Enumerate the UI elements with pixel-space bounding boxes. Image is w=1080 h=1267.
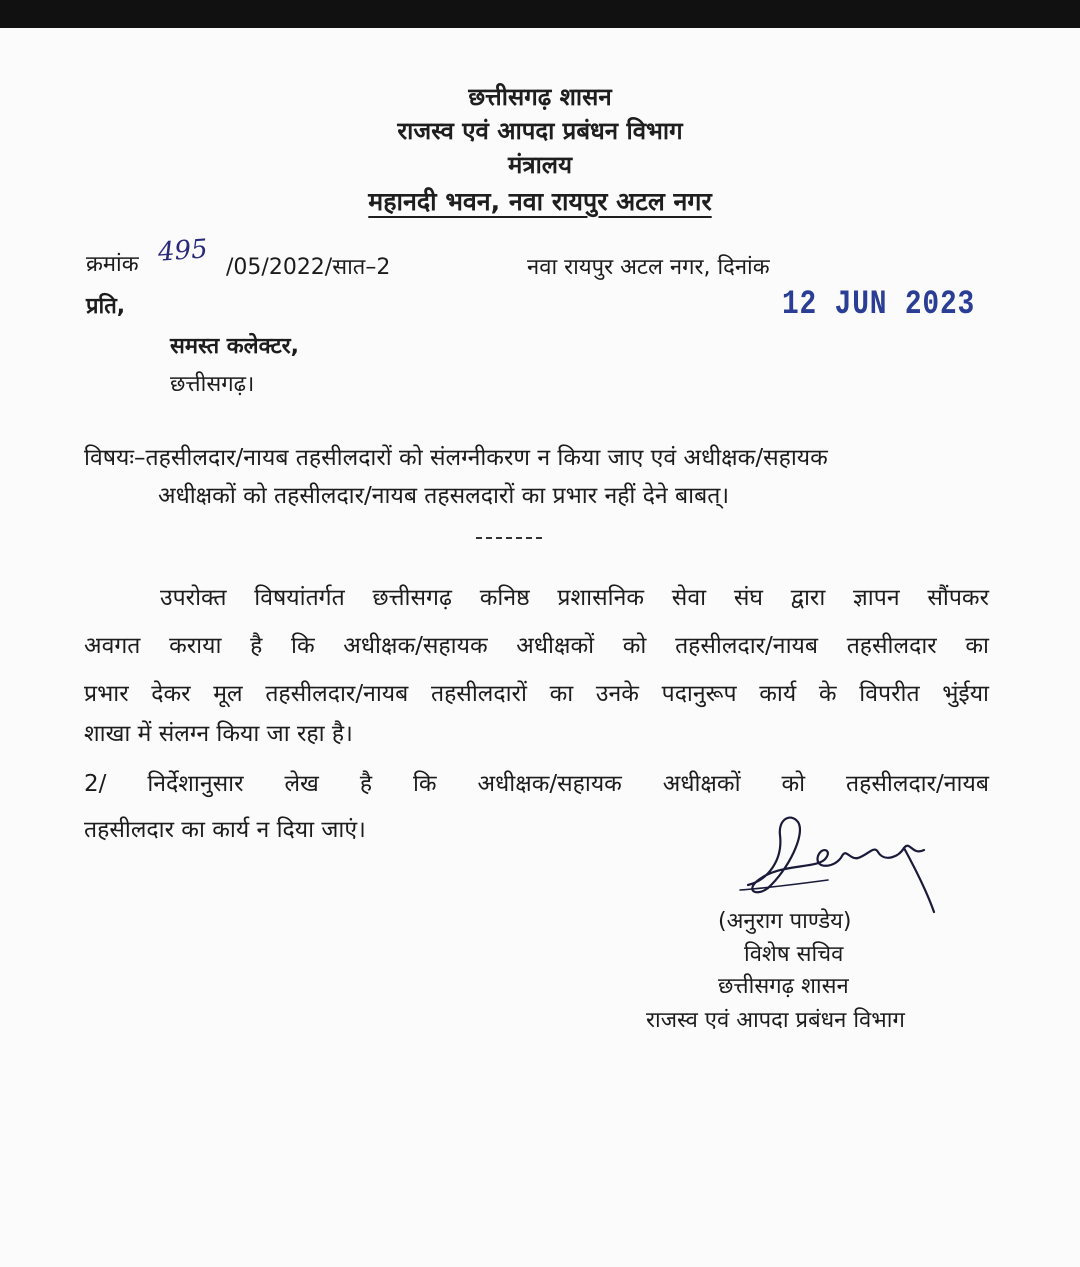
- recipient-addressee: समस्त कलेक्टर,: [170, 334, 300, 359]
- body-paragraph-1-line-2: अवगत कराया है कि अधीक्षक/सहायक अधीक्षकों को तहसीलदार/नायब तहसीलदार का: [84, 633, 989, 659]
- signatory-department: राजस्व एवं आपदा प्रबंधन विभाग: [646, 1008, 905, 1033]
- subject-separator: [476, 537, 542, 539]
- signatory-name: (अनुराग पाण्डेय): [718, 909, 852, 934]
- body-paragraph-1-line-4: शाखा में संलग्न किया जा रहा है।: [84, 721, 353, 747]
- subject-line-2: अधीक्षकों को तहसीलदार/नायब तहसलदारों का प्रभार नहीं देने बाबत्।: [158, 483, 730, 509]
- header-ministry: मंत्रालय: [507, 151, 572, 179]
- subject-line-1: विषयः–तहसीलदार/नायब तहसीलदारों को संलग्नीकरण न किया जाए एवं अधीक्षक/सहायक: [84, 445, 828, 471]
- body-paragraph-1-line-1: उपरोक्त विषयांतर्गत छत्तीसगढ़ कनिष्ठ प्रशासनिक सेवा संघ द्वारा ज्ञापन सौंपकर: [160, 585, 989, 611]
- body-paragraph-2-line-1: 2/ निर्देशानुसार लेख है कि अधीक्षक/सहायक अधीक्षकों को तहसीलदार/नायब: [84, 771, 989, 797]
- reference-number: /05/2022/सात–2: [226, 255, 391, 280]
- place-date-label: नवा रायपुर अटल नगर, दिनांक: [527, 255, 770, 280]
- header-government: छत्तीसगढ़ शासन: [468, 83, 612, 111]
- reference-handwritten-number: 495: [157, 234, 209, 268]
- body-paragraph-1-line-3: प्रभार देकर मूल तहसीलदार/नायब तहसीलदारों का उनके पदानुरूप कार्य के विपरीत भुंईया: [84, 681, 989, 707]
- screenshot-top-bar: [0, 0, 1080, 28]
- date-stamp: 12 JUN 2023: [782, 286, 976, 324]
- header-department: राजस्व एवं आपदा प्रबंधन विभाग: [397, 117, 683, 145]
- recipient-state: छत्तीसगढ़।: [170, 372, 255, 397]
- body-paragraph-2-line-2: तहसीलदार का कार्य न दिया जाएं।: [84, 817, 366, 843]
- handwritten-signature: [728, 800, 948, 920]
- recipient-prefix: प्रति,: [86, 294, 126, 319]
- reference-label: क्रमांक: [86, 252, 139, 277]
- header-address: महानदी भवन, नवा रायपुर अटल नगर: [368, 187, 712, 216]
- signatory-designation: विशेष सचिव: [744, 942, 844, 967]
- signatory-government: छत्तीसगढ़ शासन: [718, 974, 849, 999]
